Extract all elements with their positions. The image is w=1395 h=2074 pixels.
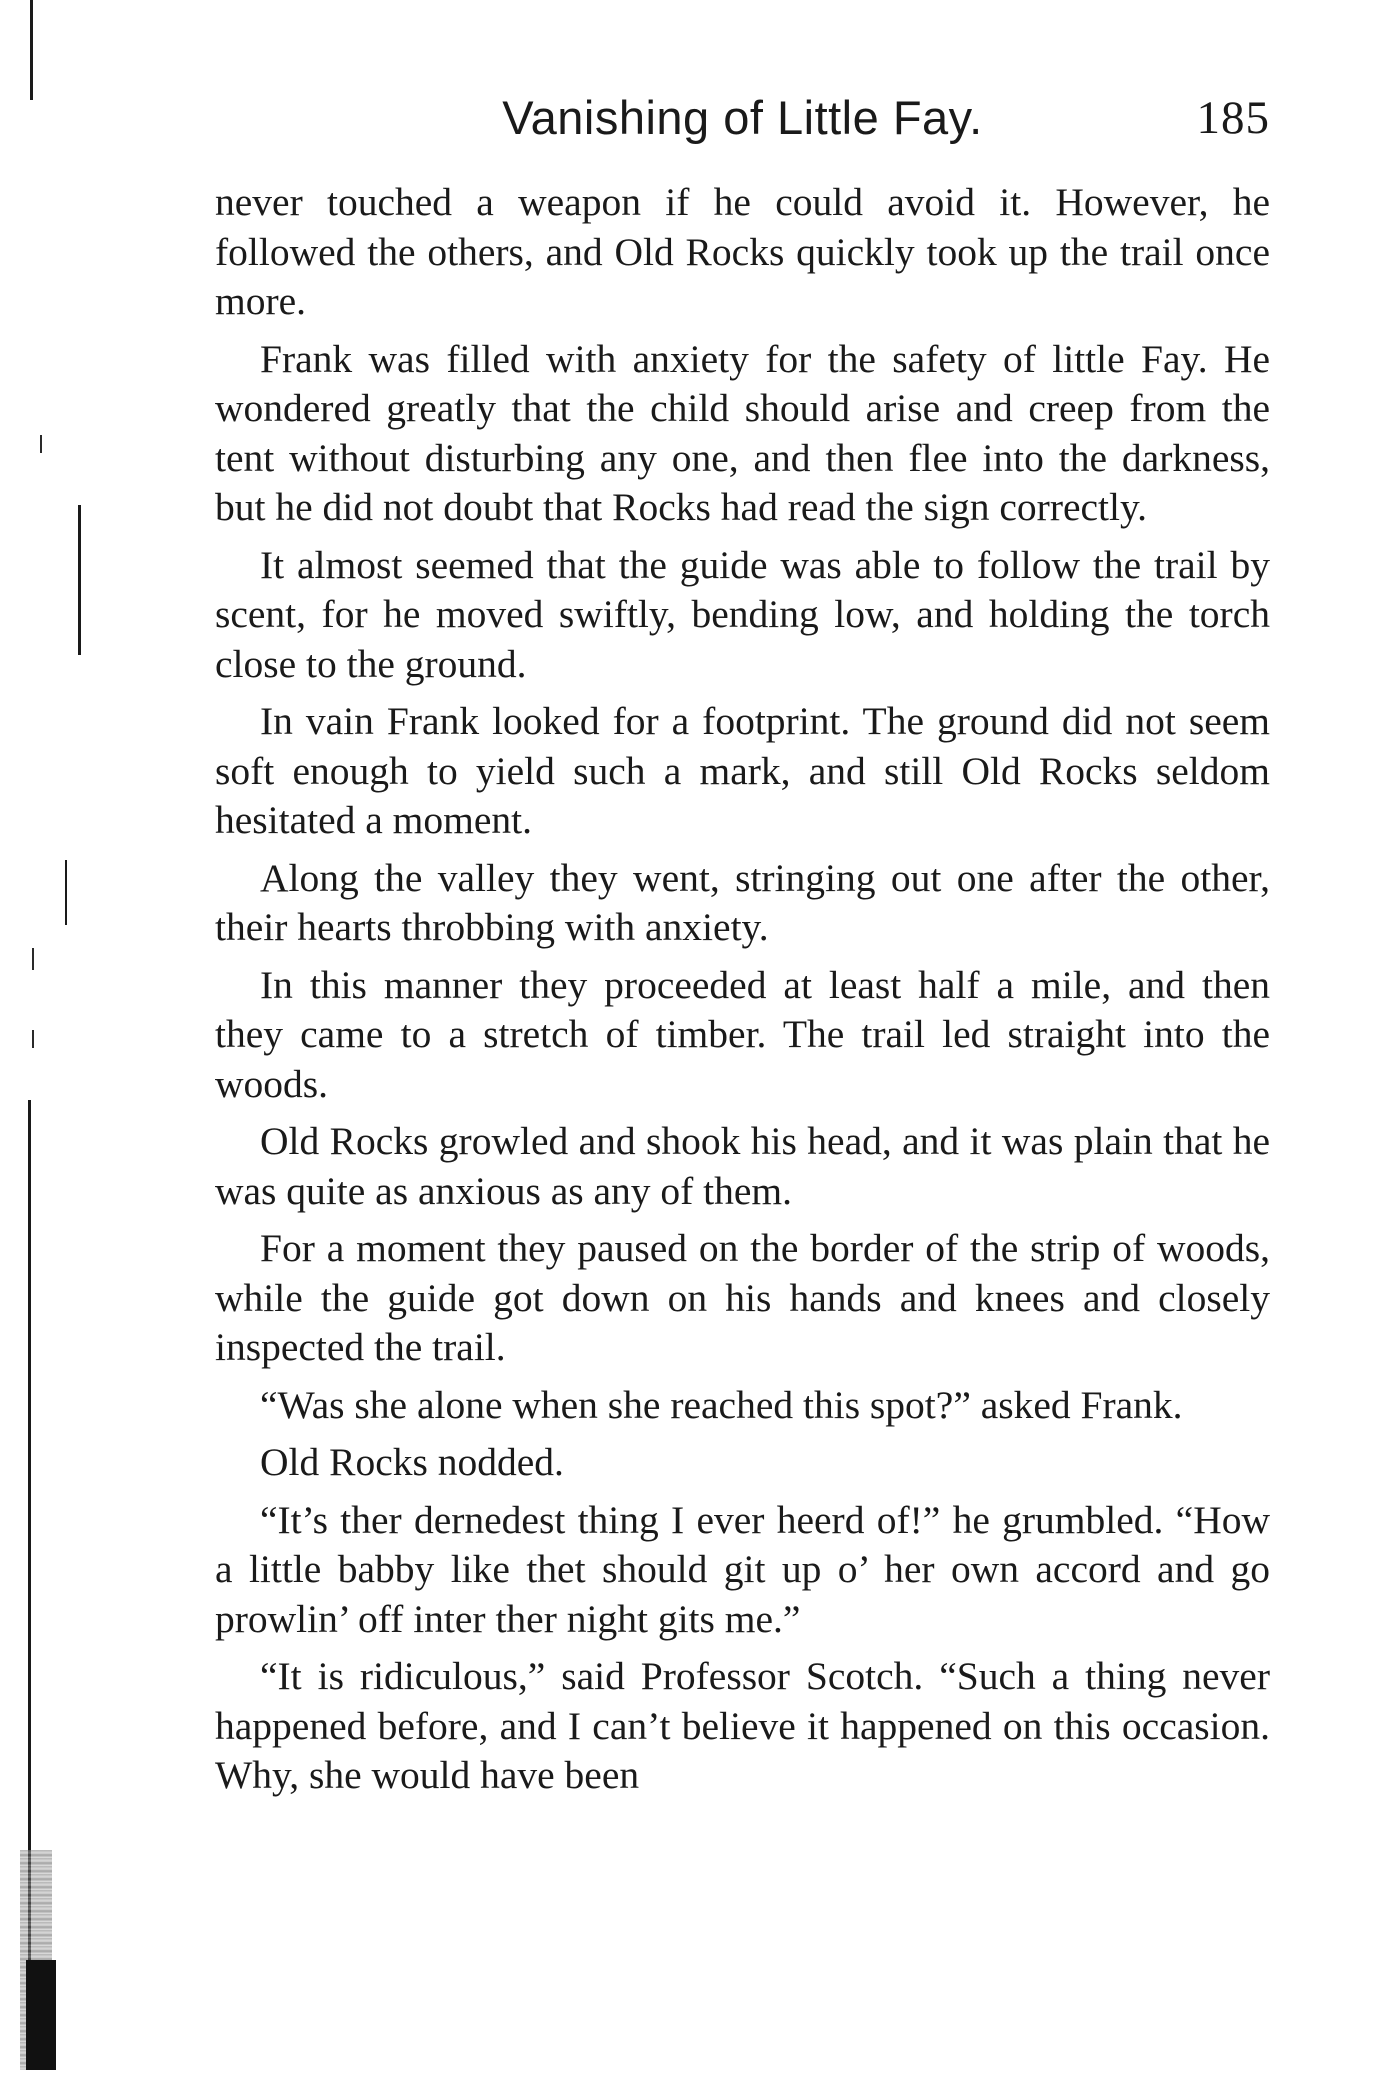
binding-speck [32, 1030, 34, 1048]
binding-edge-line-mid [78, 505, 81, 655]
paragraph: In this manner they proceeded at least half a mile, and then they came to a stretch of timber. The trail led straight into the woods. [215, 962, 1270, 1106]
paragraph: never touched a weapon if he could avoid it. However, he followed the others, and Old Rocks quickly took up the trail once more. [215, 180, 1270, 323]
page-header [215, 88, 1270, 158]
paragraph: “It is ridiculous,” said Professor Scotch. “Such a thing never happened before, and I can’t believe it happened on this occasion. Why, she would have been [215, 1654, 1270, 1797]
paragraph: It almost seemed that the guide was able to follow the trail by scent, for he moved swiftly, bending low, and holding the torch close to the ground. [215, 542, 1270, 686]
paragraph: Along the valley they went, stringing out one after the other, their hearts throbbing with anxiety. [215, 855, 1270, 949]
running-title: Vanishing of Little Fay. [502, 91, 983, 144]
paragraph: In vain Frank looked for a footprint. The ground did not seem soft enough to yield such a mark, and still Old Rocks seldom hesitated a moment. [215, 699, 1270, 842]
binding-speck [32, 948, 34, 970]
page-number: 185 [1196, 92, 1270, 144]
paragraph: “Was she alone when she reached this spot?” asked Frank. [260, 1382, 1183, 1427]
paragraph: “It’s ther dernedest thing I ever heerd of!” he grumbled. “How a little babby like thet should git up o’ her own accord and go prowlin’ off inter ther night gits me.” [215, 1497, 1270, 1641]
paragraph: For a moment they paused on the border of the strip of woods, while the guide got down on his hands and knees and closely inspected the trail. [215, 1226, 1270, 1369]
binding-speck [40, 435, 42, 453]
body-text [215, 178, 1270, 1809]
binding-edge-line-top [30, 0, 33, 100]
binding-edge-line-low [65, 860, 67, 925]
paragraph: Frank was filled with anxiety for the safety of little Fay. He wondered greatly that the child should arise and creep from the tent without disturbing any one, and then flee into the darkness, but he did not doubt that Rocks had read the sign correctly. [215, 336, 1270, 529]
paragraph: Old Rocks nodded. [260, 1440, 564, 1484]
binding-edge-line-long [28, 1100, 31, 1980]
binding-foot [26, 1960, 56, 2070]
paragraph: Old Rocks growled and shook his head, and it was plain that he was quite as anxious as any of them. [215, 1119, 1270, 1213]
